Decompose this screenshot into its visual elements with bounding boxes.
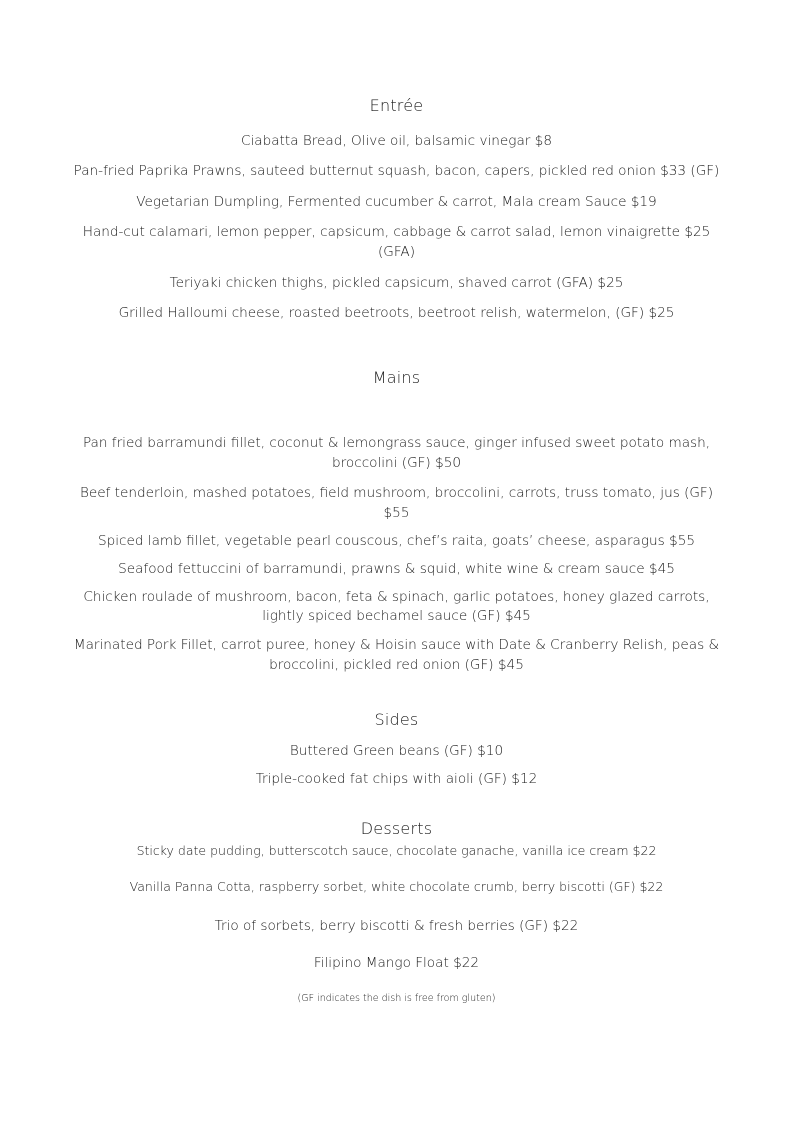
menu-item: Vegetarian Dumpling, Fermented cucumber & carrot, Mala cream Sauce $19 <box>136 194 657 210</box>
menu-item: Pan fried barramundi fillet, coconut & lemongrass sauce, ginger infused sweet potato mash, <box>82 435 711 451</box>
gluten-free-footnote: (GF indicates the dish is free from gluten) <box>297 993 496 1004</box>
menu-item-continuation: (GFA) <box>377 244 415 260</box>
menu-item: Buttered Green beans (GF) $10 <box>289 743 504 759</box>
menu-item: Sticky date pudding, butterscotch sauce, chocolate ganache, vanilla ice cream $22 <box>136 843 657 858</box>
menu-item: Trio of sorbets, berry biscotti & fresh berries (GF) $22 <box>214 918 579 934</box>
menu-item: Ciabatta Bread, Olive oil, balsamic vinegar $8 <box>241 133 552 149</box>
menu-item: Pan-fried Paprika Prawns, sauteed butternut squash, bacon, capers, pickled red onion $33 (GF) <box>73 163 720 179</box>
menu-item: Vanilla Panna Cotta, raspberry sorbet, white chocolate crumb, berry biscotti (GF) $22 <box>129 879 664 894</box>
section-heading-sides: Sides <box>374 710 419 729</box>
section-heading-mains: Mains <box>372 368 421 387</box>
menu-item: Spiced lamb fillet, vegetable pearl couscous, chef’s raita, goats’ cheese, asparagus $55 <box>97 533 696 549</box>
menu-item: Seafood fettuccini of barramundi, prawns & squid, white wine & cream sauce $45 <box>118 561 675 577</box>
menu-item: Triple-cooked fat chips with aioli (GF) $12 <box>255 771 538 787</box>
menu-item-continuation: broccolini, pickled red onion (GF) $45 <box>269 657 524 673</box>
section-heading-desserts: Desserts <box>360 819 433 838</box>
menu-item-continuation: $55 <box>383 505 410 521</box>
menu-item: Marinated Pork Fillet, carrot puree, honey & Hoisin sauce with Date & Cranberry Relish, peas & <box>73 637 720 653</box>
menu-item: Hand-cut calamari, lemon pepper, capsicum, cabbage & carrot salad, lemon vinaigrette $25 <box>82 224 711 240</box>
menu-item: Chicken roulade of mushroom, bacon, feta & spinach, garlic potatoes, honey glazed carrots, <box>83 589 710 605</box>
menu-item: Grilled Halloumi cheese, roasted beetroots, beetroot relish, watermelon, (GF) $25 <box>118 305 675 321</box>
menu-item-continuation: lightly spiced bechamel sauce (GF) $45 <box>262 608 531 624</box>
menu-item: Teriyaki chicken thighs, pickled capsicum, shaved carrot (GFA) $25 <box>169 275 624 291</box>
menu-item: Filipino Mango Float $22 <box>313 955 480 971</box>
menu-item-continuation: broccolini (GF) $50 <box>332 455 461 471</box>
menu-item: Beef tenderloin, mashed potatoes, field mushroom, broccolini, carrots, truss tomato, jus (GF) <box>79 485 714 501</box>
section-heading-entree: Entrée <box>369 96 424 115</box>
